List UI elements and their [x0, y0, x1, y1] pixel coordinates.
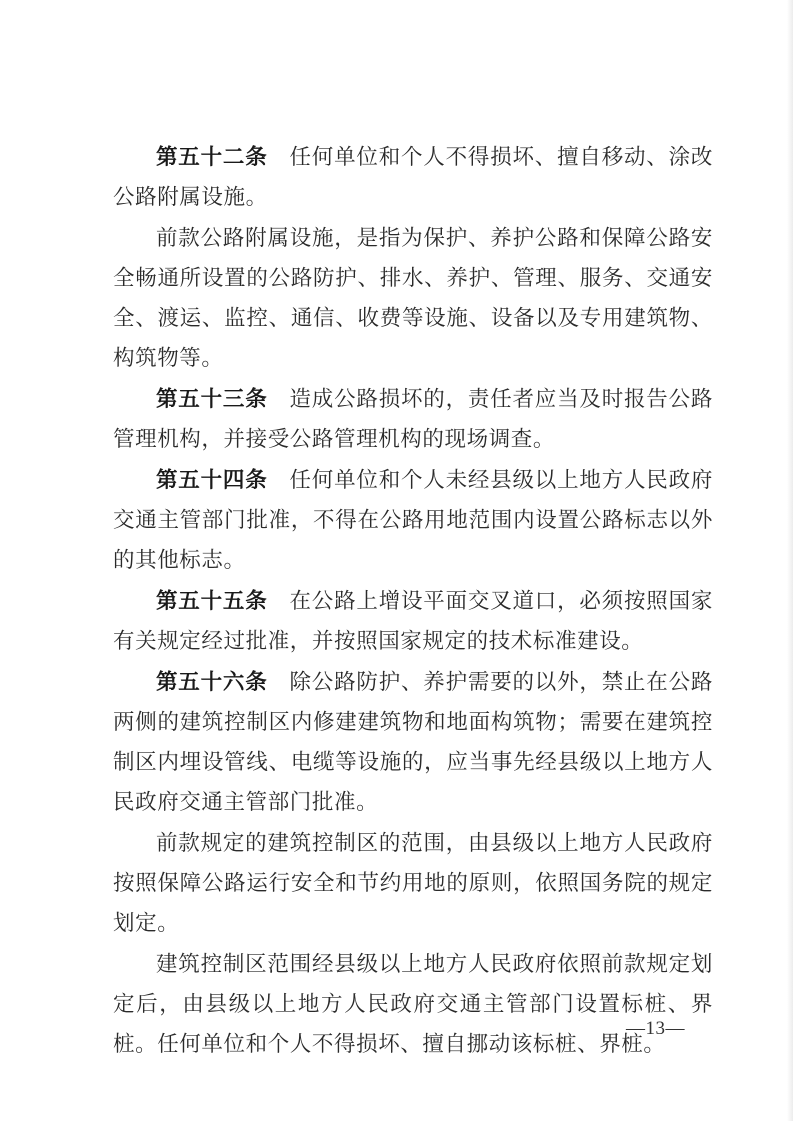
scan-edge-shadow	[787, 0, 793, 1121]
article-56-clause-3-paragraph	[113, 945, 713, 1065]
article-52-clause-paragraph	[113, 219, 713, 379]
page-number: —13—	[626, 1018, 685, 1039]
paragraph-text: 造成公路损坏的，责任者应当及时报告公路管理机构，并接受公路管理机构的现场调查。	[113, 387, 713, 452]
paragraph-text: 前款规定的建筑控制区的范围，由县级以上地方人民政府按照保障公路运行安全和节约用地的原则，依照国务院的规定划定。	[113, 831, 713, 936]
article-56-clause-2-paragraph	[113, 824, 713, 944]
paragraph-text: 建筑控制区范围经县级以上地方人民政府依照前款规定划定后，由县级以上地方人民政府交通主管部门设置标桩、界桩。任何单位和个人不得损坏、擅自挪动该标桩、界桩。	[113, 952, 713, 1057]
paragraph-text: 除公路防护、养护需要的以外，禁止在公路两侧的建筑控制区内修建建筑物和地面构筑物；需要在建筑控制区内埋设管线、电缆等设施的，应当事先经县级以上地方人民政府交通主管部门批准。	[113, 670, 713, 815]
paragraph-text: 任何单位和个人不得损坏、擅自移动、涂改公路附属设施。	[113, 145, 713, 210]
article-heading: 第五十六条	[156, 670, 268, 695]
article-heading: 第五十五条	[156, 589, 268, 614]
article-heading: 第五十三条	[156, 387, 268, 412]
paragraph-text: 前款公路附属设施，是指为保护、养护公路和保障公路安全畅通所设置的公路防护、排水、养护、管理、服务、交通安全、渡运、监控、通信、收费等设施、设备以及专用建筑物、构筑物等。	[113, 226, 713, 371]
article-heading: 第五十四条	[156, 468, 268, 493]
document-body	[113, 138, 713, 1065]
article-52-paragraph	[113, 138, 713, 218]
article-heading: 第五十二条	[156, 145, 268, 170]
article-53-paragraph	[113, 380, 713, 460]
article-56-paragraph	[113, 663, 713, 823]
article-55-paragraph	[113, 582, 713, 662]
paragraph-text: 在公路上增设平面交叉道口，必须按照国家有关规定经过批准，并按照国家规定的技术标准建设。	[113, 589, 713, 654]
paragraph-text: 任何单位和个人未经县级以上地方人民政府交通主管部门批准，不得在公路用地范围内设置公路标志以外的其他标志。	[113, 468, 713, 573]
article-54-paragraph	[113, 461, 713, 581]
